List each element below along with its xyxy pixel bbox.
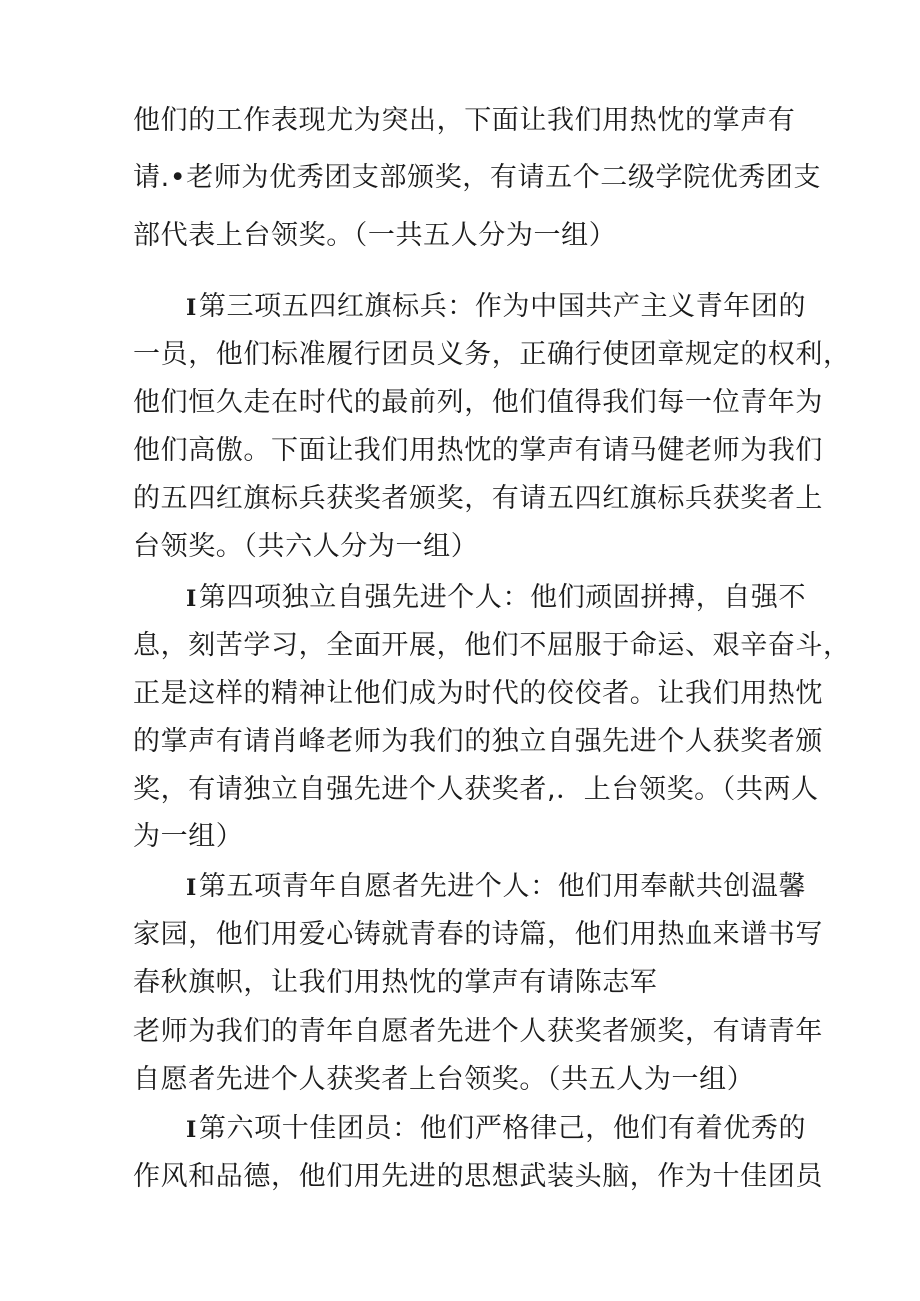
text-line: 作风和品德，他们用先进的思想武装头脑，作为十佳团员 — [133, 1161, 823, 1192]
text-line: 他们的工作表现尤为突出，下面让我们用热忱的掌声有 — [133, 105, 796, 136]
text-line: 部代表上台领奖。（一共五人分为一组） — [133, 220, 617, 251]
section-heading-line — [186, 867, 806, 908]
text-line: 为一组） — [133, 821, 244, 852]
text-line: 正是这样的精神让他们成为时代的佼佼者。让我们用热忱 — [133, 678, 823, 709]
section-marker: I — [186, 295, 197, 321]
section-heading-line — [186, 578, 806, 619]
section-marker: I — [186, 1117, 197, 1143]
text-line: 的五四红旗标兵获奖者颁奖，有请五四红旗标兵获奖者上 — [133, 483, 823, 514]
section-marker: I — [186, 586, 197, 612]
section-heading-line — [186, 1109, 806, 1150]
text-line: 他们恒久走在时代的最前列，他们值得我们每一位青年为 — [133, 387, 823, 418]
text-line: 春秋旗帜，让我们用热忱的掌声有请陈志军 — [133, 967, 658, 998]
text-line: 奖，有请独立自强先进个人获奖者,．上台领奖。（共两人 — [133, 774, 819, 805]
section-heading-text: 第三项五四红旗标兵：作为中国共产主义青年团的 — [198, 291, 807, 322]
text-line: 自愿者先进个人获奖者上台领奖。（共五人为一组） — [133, 1064, 755, 1095]
text-line: 息，刻苦学习，全面开展，他们不屈服于命运、艰辛奋斗， — [133, 630, 851, 661]
text-line: 家园，他们用爱心铸就青春的诗篇，他们用热血来谱书写 — [133, 919, 823, 950]
section-heading-text: 第五项青年自愿者先进个人：他们用奉献共创温馨 — [198, 871, 807, 902]
section-marker: I — [186, 875, 197, 901]
text-line: 他们高傲。下面让我们用热忱的掌声有请马健老师为我们 — [133, 435, 823, 466]
section-heading-text: 第四项独立自强先进个人：他们顽固拼搏，自强不 — [198, 582, 807, 613]
text-line: 请.•老师为优秀团支部颁奖，有请五个二级学院优秀团支 — [133, 162, 822, 193]
section-heading-line — [186, 287, 806, 328]
section-heading-text: 第六项十佳团员：他们严格律己，他们有着优秀的 — [198, 1113, 807, 1144]
text-line: 一员，他们标准履行团员义务，正确行使团章规定的权利， — [133, 339, 851, 370]
text-line: 的掌声有请肖峰老师为我们的独立自强先进个人获奖者颁 — [133, 726, 823, 757]
text-line: 老师为我们的青年自愿者先进个人获奖者颁奖，有请青年 — [133, 1016, 823, 1047]
text-line: 台领奖。（共六人分为一组） — [133, 531, 479, 562]
